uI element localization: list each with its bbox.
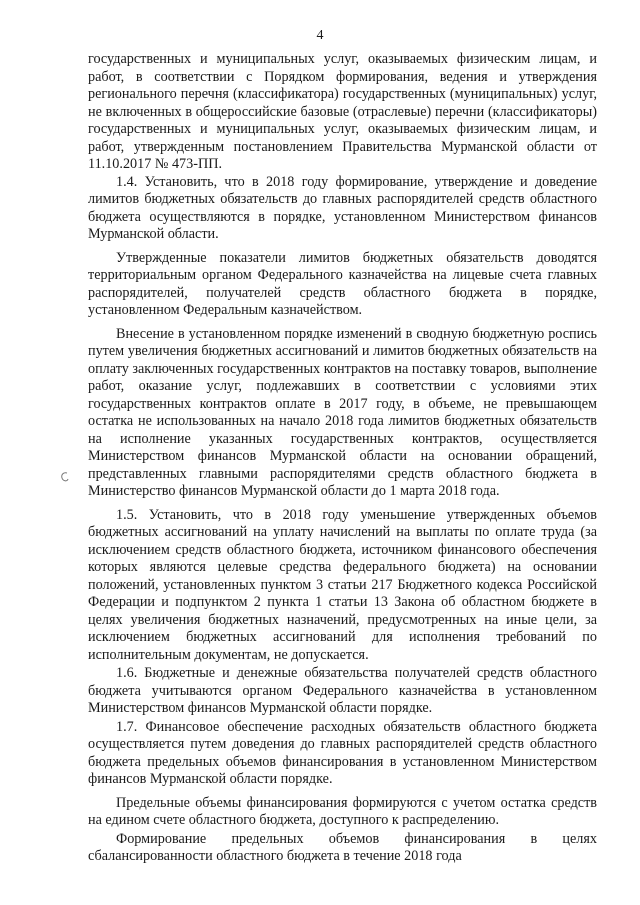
paragraph-1-7: 1.7. Финансовое обеспечение расходных обязательств областного бюджета осуществляется путем доведения до главных распорядителей средств областного бюджета предельных объемов финансирования в установленном Министерством финансов Мурманской области порядке.: [88, 718, 597, 787]
paragraph-1-6: 1.6. Бюджетные и денежные обязательства получателей средств областного бюджета учитываются органом Федерального казначейства в установленном Министерством финансов Мурманской области порядке.: [88, 665, 597, 716]
paragraph-budget-changes: Внесение в установленном порядке изменений в сводную бюджетную роспись путем увеличения бюджетных ассигнований и лимитов бюджетных обязательств на оплату заключенных государственных контрактов на поставку товаров, выполнение работ, оказание услуг, подлежавших в соответствии с условиями этих государственных контрактов оплате в 2017 году, в объеме, не превышающем остатка не использованных на начало 2018 года лимитов бюджетных обязательств на исполнение указанных государственных контрактов, осуществляется Министерством финансов Мурманской области на основании обращений, представленных главными распорядителями средств областного бюджета в Министерство финансов Мурманской области до 1 марта 2018 года.: [88, 325, 597, 499]
paragraph-limit-volumes: Предельные объемы финансирования формируются с учетом остатка средств на едином счете областного бюджета, доступного к распределению.: [88, 794, 597, 828]
paragraph-continuation: государственных и муниципальных услуг, оказываемых физическим лицам, и работ, в соответствии с Порядком формирования, ведения и утверждения регионального перечня (классификатора) государственных (муниципальных) услуг, не включенных в общероссийские базовые (отраслевые) перечни (классификаторы) государственных и муниципальных услуг, оказываемых физическим лицам, и работ, утвержденным постановлением Правительства Мурманской области от 11.10.2017 № 473-ПП.: [88, 51, 597, 172]
paragraph-formation: Формирование предельных объемов финансирования в целях сбалансированности областного бюджета в течение 2018 года: [88, 830, 597, 864]
document-body: [88, 51, 597, 872]
page-number: 4: [316, 28, 324, 43]
paragraph-limits-communication: Утвержденные показатели лимитов бюджетных обязательств доводятся территориальным органом Федерального казначейства на лицевые счета главных распорядителей, получателей средств областного бюджета в порядке, установленном Федеральным казначейством.: [88, 249, 597, 318]
margin-mark-icon: [60, 471, 70, 483]
paragraph-1-5: 1.5. Установить, что в 2018 году уменьшение утвержденных объемов бюджетных ассигнований на уплату начислений на выплаты по оплате труда (за исключением средств областного бюджета, источником финансового обеспечения которых являются целевые средства федерального бюджета) на основании положений, установленных пунктом 3 статьи 217 Бюджетного кодекса Российской Федерации и подпунктом 2 пункта 1 статьи 13 Закона об областном бюджете в целях увеличения бюджетных назначений, предусмотренных на иные цели, за исключением бюджетных ассигнований для исполнения требований по исполнительным документам, не допускается.: [88, 506, 597, 663]
paragraph-1-4: 1.4. Установить, что в 2018 году формирование, утверждение и доведение лимитов бюджетных обязательств до главных распорядителей средств областного бюджета осуществляются в порядке, установленном Министерством финансов Мурманской области.: [88, 173, 597, 242]
